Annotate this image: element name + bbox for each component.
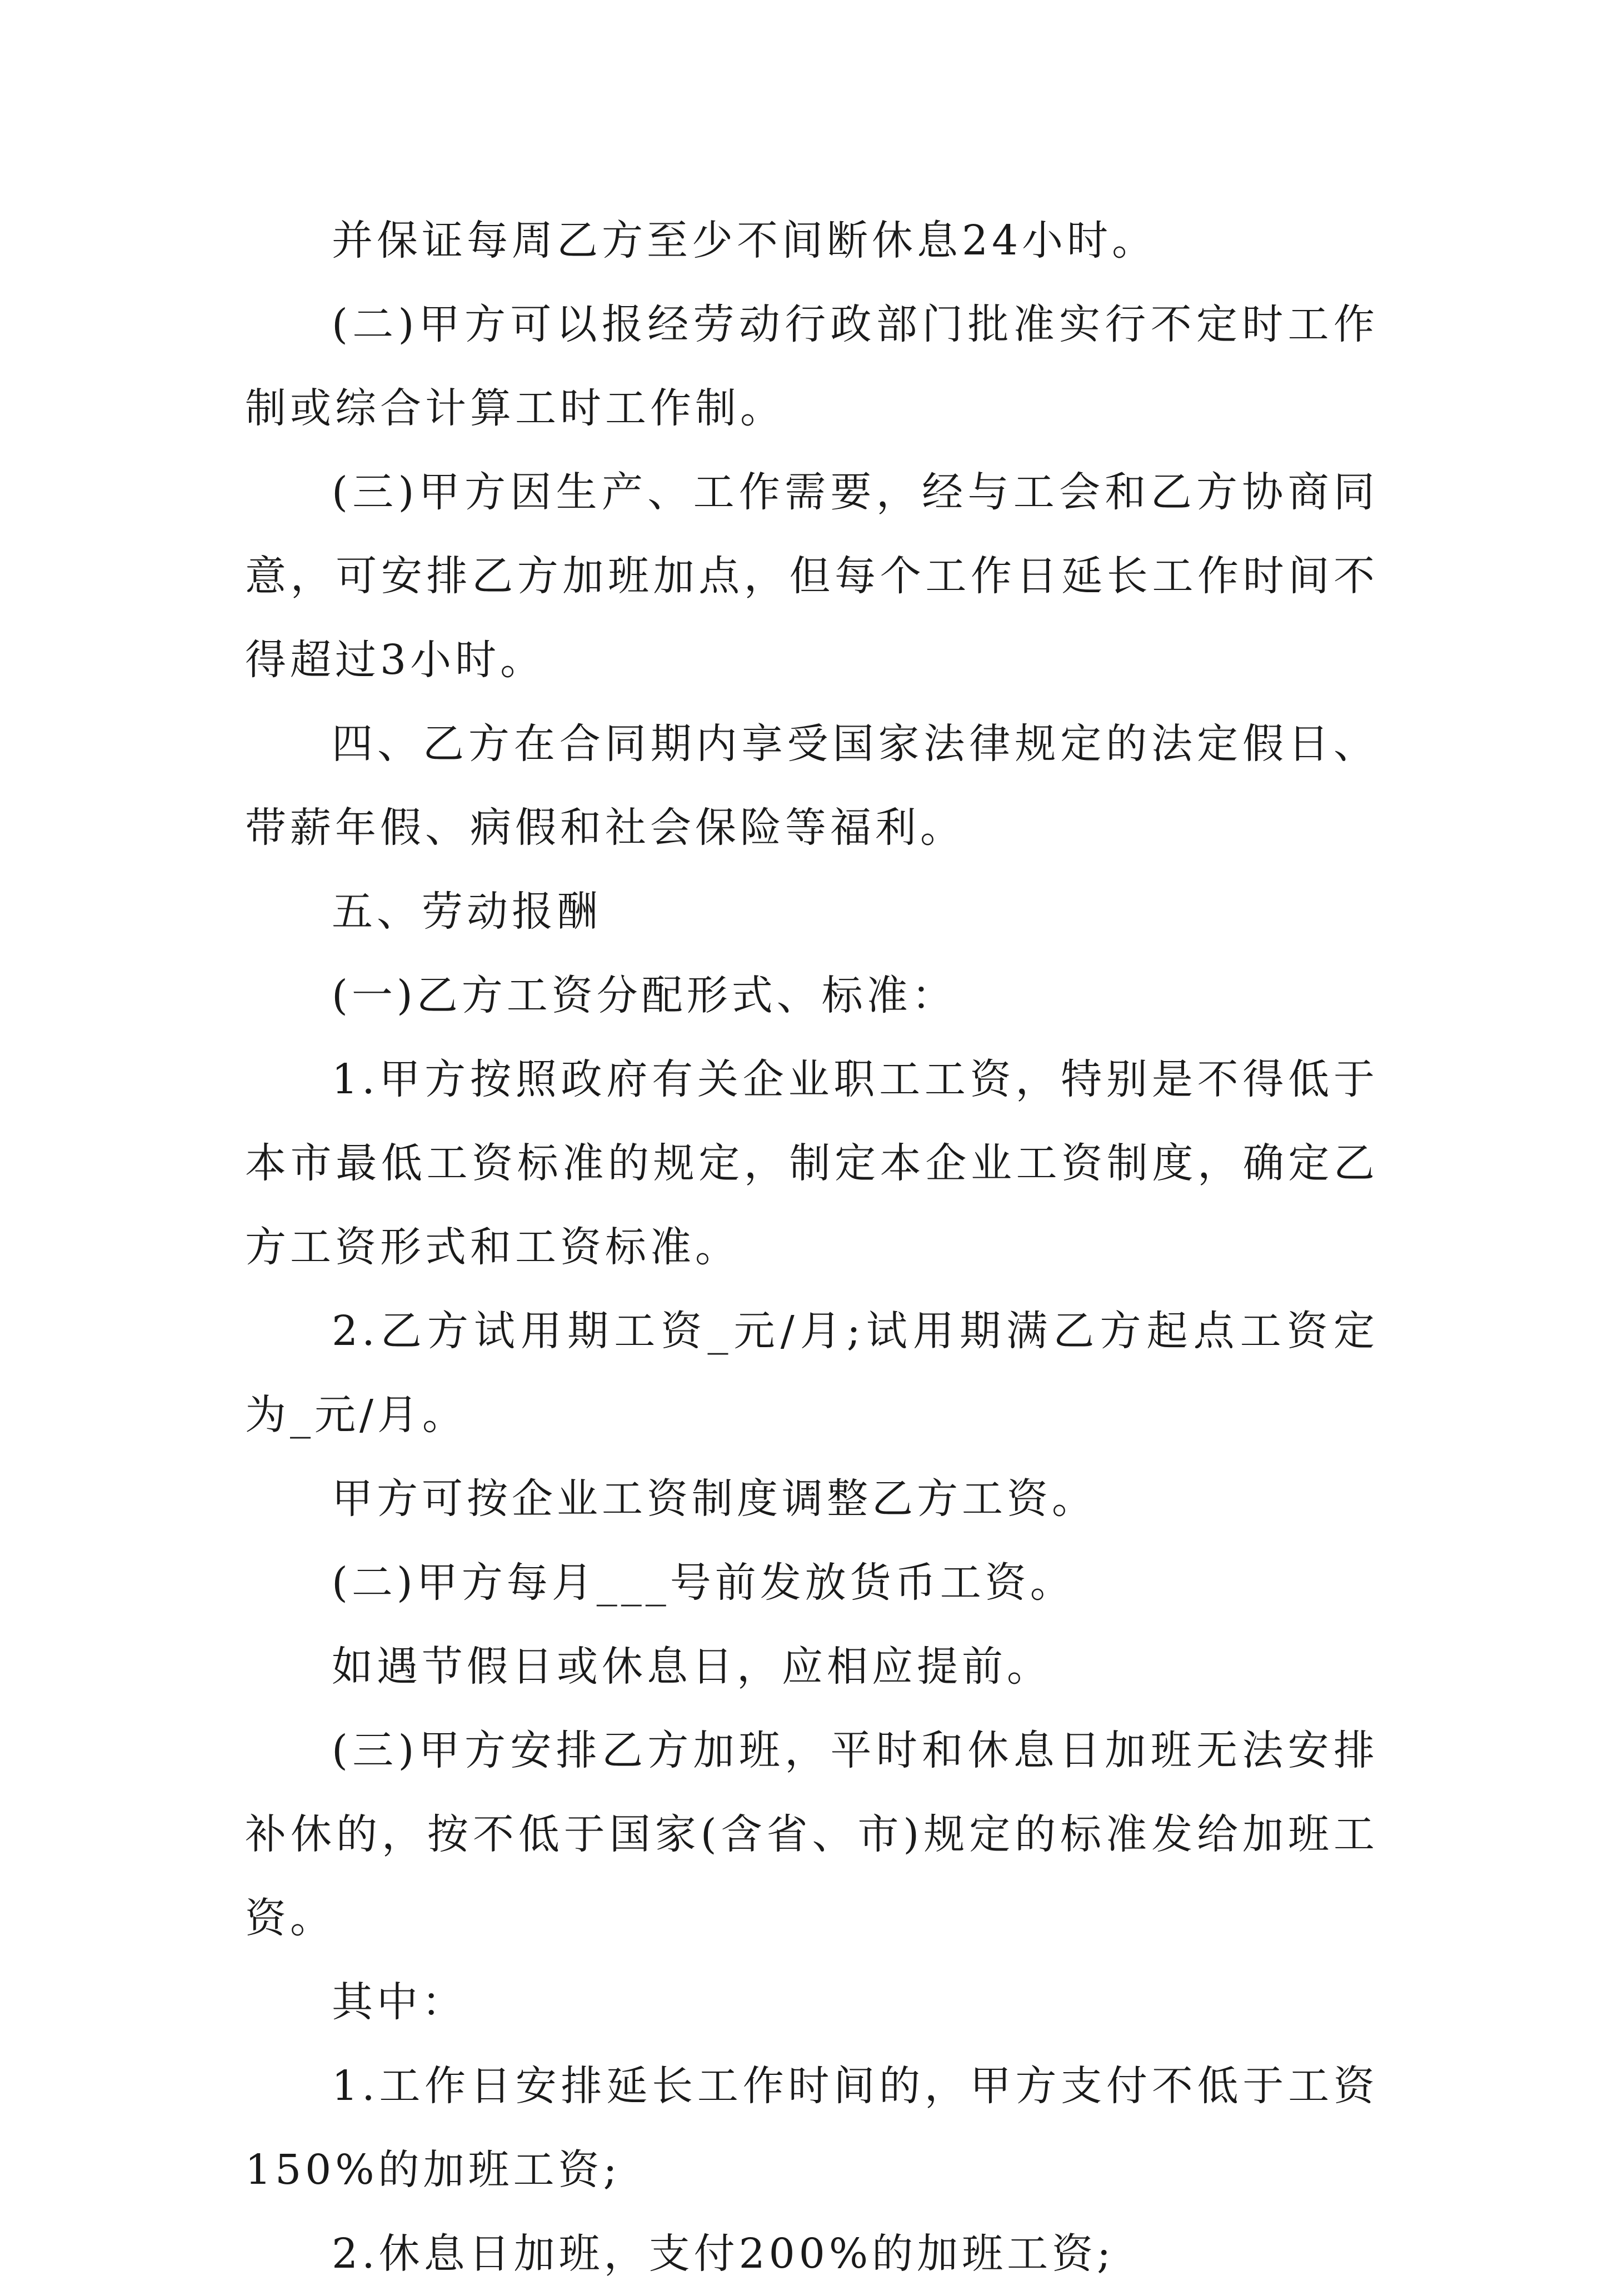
paragraph-flexible-hours: (二)甲方可以报经劳动行政部门批准实行不定时工作制或综合计算工时工作制。 (245, 301, 1379, 432)
paragraph-overtime-pay: (三)甲方安排乙方加班，平时和休息日加班无法安排补休的，按不低于国家(含省、市)规定的标准发给加班工资。 (245, 1727, 1379, 1942)
paragraph-probation-wage: 2.乙方试用期工资_元/月;试用期满乙方起点工资定为_元/月。 (245, 1307, 1379, 1439)
paragraph-wage-form: (一)乙方工资分配形式、标准： (332, 972, 957, 1019)
paragraph-rest-guarantee: 并保证每周乙方至少不间断休息24小时。 (332, 217, 1157, 264)
paragraph-benefits: 四、乙方在合同期内享受国家法律规定的法定假日、带薪年假、病假和社会保险等福利。 (245, 720, 1379, 852)
paragraph-among-them: 其中： (332, 1978, 467, 2026)
paragraph-overtime-limit: (三)甲方因生产、工作需要，经与工会和乙方协商同意，可安排乙方加班加点，但每个工作日延长工作时间不得超过3小时。 (245, 468, 1379, 684)
paragraph-wage-standard: 1.甲方按照政府有关企业职工工资，特别是不得低于本市最低工资标准的规定，制定本企业工资制度，确定乙方工资形式和工资标准。 (245, 1056, 1379, 1271)
section-heading-remuneration: 五、劳动报酬 (332, 888, 602, 936)
paragraph-pay-date: (二)甲方每月___号前发放货币工资。 (332, 1559, 1075, 1607)
paragraph-wage-adjust: 甲方可按企业工资制度调整乙方工资。 (332, 1475, 1097, 1523)
paragraph-restday-overtime: 2.休息日加班，支付200%的加班工资; (332, 2230, 1115, 2278)
paragraph-holiday-advance: 如遇节假日或休息日，应相应提前。 (332, 1643, 1052, 1690)
document-body (245, 199, 1379, 2296)
paragraph-workday-overtime: 1.工作日安排延长工作时间的，甲方支付不低于工资150%的加班工资; (245, 2062, 1379, 2194)
